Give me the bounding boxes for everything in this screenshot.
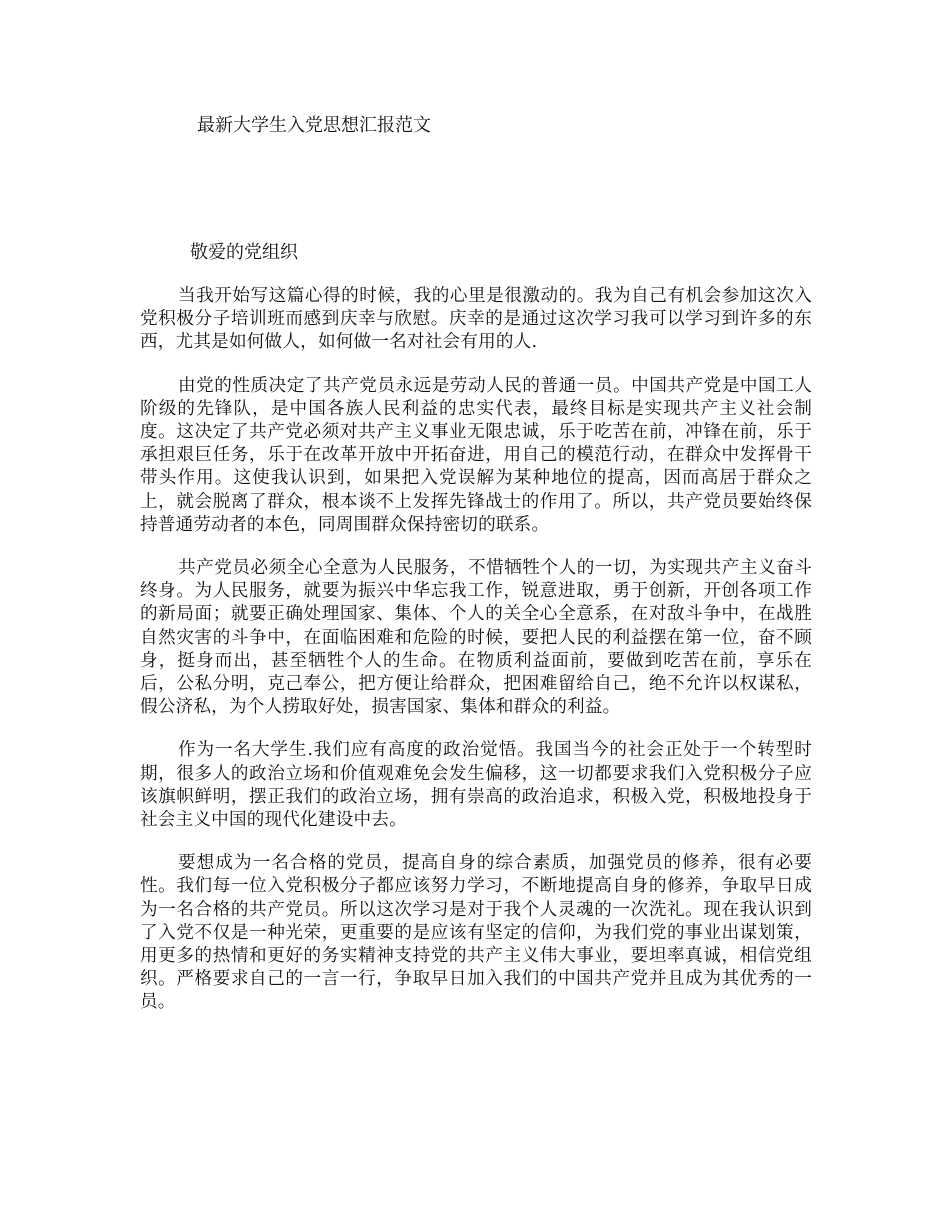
- paragraph-1: 当我开始写这篇心得的时候，我的心里是很激动的。我为自己有机会参加这次入党积极分子培训班而感到庆幸与欣慰。庆幸的是通过这次学习我可以学习到许多的东西，尤其是如何做人，如何做一名对社会有用的人.: [140, 286, 812, 353]
- document-body: [140, 285, 812, 1035]
- paragraph-4: 作为一名大学生.我们应有高度的政治觉悟。我国当今的社会正处于一个转型时期，很多人的政治立场和价值观难免会发生偏移，这一切都要求我们入党积极分子应该旗帜鲜明，摆正我们的政治立场，拥有崇高的政治追求，积极入党，积极地投身于社会主义中国的现代化建设中去。: [140, 740, 812, 831]
- document-title: 最新大学生入党思想汇报范文: [197, 115, 431, 136]
- paragraph-5: 要想成为一名合格的党员，提高自身的综合素质，加强党员的修养，很有必要性。我们每一位入党积极分子都应该努力学习，不断地提高自身的修养，争取早日成为一名合格的共产党员。所以这次学习是对于我个人灵魂的一次洗礼。现在我认识到了入党不仅是一种光荣，更重要的是应该有坚定的信仰，为我们党的事业出谋划策，用更多的热情和更好的务实精神支持党的共产主义伟大事业，要坦率真诚，相信党组织。严格要求自己的一言一行，争取早日加入我们的中国共产党并且成为其优秀的一员。: [140, 853, 812, 1013]
- paragraph-2: 由党的性质决定了共产党员永远是劳动人民的普通一员。中国共产党是中国工人阶级的先锋队，是中国各族人民利益的忠实代表，最终目标是实现共产主义社会制度。这决定了共产党必须对共产主义事业无限忠诚，乐于吃苦在前，冲锋在前，乐于承担艰巨任务，乐于在改革开放中开拓奋进，用自己的模范行动，在群众中发挥骨干带头作用。这使我认识到，如果把入党误解为某种地位的提高，因而高居于群众之上，就会脱离了群众，根本谈不上发挥先锋战士的作用了。所以，共产党员要始终保持普通劳动者的本色，同周围群众保持密切的联系。: [140, 375, 812, 535]
- paragraph-3: 共产党员必须全心全意为人民服务，不惜牺牲个人的一切，为实现共产主义奋斗终身。为人民服务，就要为振兴中华忘我工作，锐意进取，勇于创新，开创各项工作的新局面；就要正确处理国家、集体、个人的关全心全意系，在对敌斗争中，在战胜自然灾害的斗争中，在面临困难和危险的时候，要把人民的利益摆在第一位，奋不顾身，挺身而出，甚至牺牲个人的生命。在物质利益面前，要做到吃苦在前，享乐在后，公私分明，克己奉公，把方便让给群众，把困难留给自己，绝不允许以权谋私，假公济私，为个人捞取好处，损害国家、集体和群众的利益。: [140, 558, 812, 718]
- salutation: 敬爱的党组织: [190, 242, 298, 263]
